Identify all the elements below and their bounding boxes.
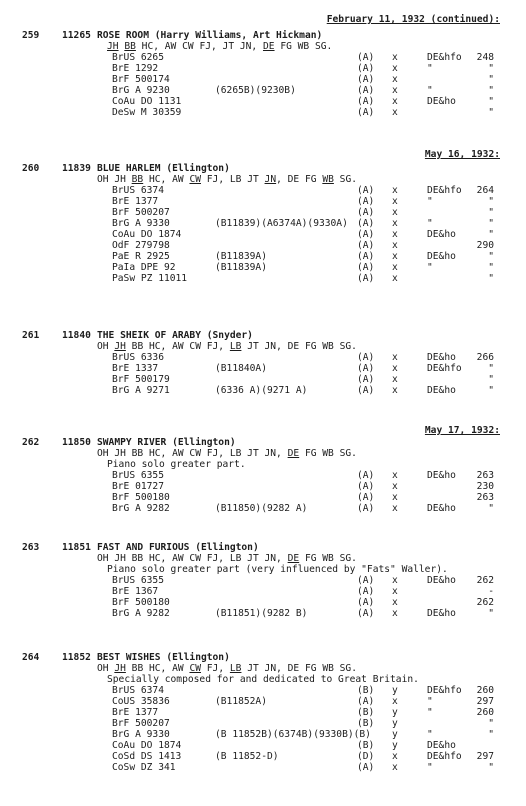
issue-take: (A) bbox=[357, 207, 375, 218]
issue-page: " bbox=[488, 85, 494, 96]
issue-matrix-note: (B 11852-D) bbox=[215, 751, 279, 762]
issue-row bbox=[0, 697, 526, 708]
issue-label: BrE 01727 bbox=[112, 481, 164, 492]
issue-label: BrF 500179 bbox=[112, 374, 170, 385]
issue-page: 248 bbox=[476, 52, 494, 63]
issue-label: BrUS 6336 bbox=[112, 352, 164, 363]
issue-source: DE&ho bbox=[427, 352, 456, 363]
issue-source: " bbox=[427, 729, 433, 740]
issue-label: BrE 1337 bbox=[112, 363, 159, 374]
personnel-segment: FG WB SG. bbox=[299, 448, 357, 459]
personnel-segment: JH bbox=[107, 41, 119, 52]
issue-page: 263 bbox=[476, 492, 494, 503]
issue-source: " bbox=[427, 707, 433, 718]
issue-label: BrG A 9330 bbox=[112, 729, 170, 740]
issue-take: (A) bbox=[357, 52, 375, 63]
personnel-segment: DE bbox=[287, 448, 300, 459]
issue-source: " bbox=[427, 218, 433, 229]
issue-row bbox=[0, 587, 526, 598]
composer-credit: (Snyder) bbox=[206, 330, 253, 341]
issue-mark: x bbox=[392, 229, 398, 240]
issue-matrix-note: (B11850)(9282 A) bbox=[215, 503, 308, 514]
issue-label: BrE 1377 bbox=[112, 707, 159, 718]
issue-page: " bbox=[488, 374, 494, 385]
issue-page: " bbox=[488, 385, 494, 396]
personnel-segment: FJ, bbox=[201, 663, 230, 674]
issue-source: " bbox=[427, 63, 433, 74]
issue-page: 290 bbox=[476, 240, 494, 251]
issue-mark: x bbox=[392, 608, 398, 619]
issue-take: (B) bbox=[357, 740, 375, 751]
issue-source: DE&ho bbox=[427, 470, 456, 481]
issue-label: CoSw DZ 341 bbox=[112, 762, 176, 773]
issue-take: (A) bbox=[357, 63, 375, 74]
tune-title: BEST WISHES bbox=[97, 652, 161, 663]
issue-page: " bbox=[488, 207, 494, 218]
personnel-segment: HC, AW CW FJ, JT JN, bbox=[135, 41, 263, 52]
personnel-segment: OH JH bbox=[97, 174, 132, 185]
issue-mark: x bbox=[392, 492, 398, 503]
issue-label: BrUS 6374 bbox=[112, 185, 164, 196]
issue-source: " bbox=[427, 85, 433, 96]
session-number: 259 bbox=[22, 30, 40, 41]
issue-row bbox=[0, 64, 526, 75]
issue-page: 266 bbox=[476, 352, 494, 363]
issue-take: (A) bbox=[357, 503, 375, 514]
issue-matrix-note: (B11839A) bbox=[215, 262, 267, 273]
issue-source: " bbox=[427, 696, 433, 707]
issue-row bbox=[0, 763, 526, 774]
issue-mark: x bbox=[392, 63, 398, 74]
issue-page: " bbox=[488, 608, 494, 619]
session-number: 261 bbox=[22, 330, 40, 341]
session-entry bbox=[0, 543, 526, 620]
issue-source: DE&ho bbox=[427, 608, 456, 619]
issue-mark: x bbox=[392, 262, 398, 273]
matrix-number: 11850 bbox=[62, 437, 91, 448]
matrix-number: 11851 bbox=[62, 542, 91, 553]
issue-label: DeSw M 30359 bbox=[112, 107, 182, 118]
issue-source: DE&ho bbox=[427, 229, 456, 240]
issue-row bbox=[0, 230, 526, 241]
issue-label: BrG A 9330 bbox=[112, 218, 170, 229]
issue-take: (A) bbox=[357, 492, 375, 503]
issue-mark: x bbox=[392, 352, 398, 363]
matrix-number: 11852 bbox=[62, 652, 91, 663]
issue-take: (A) bbox=[357, 352, 375, 363]
issue-mark: y bbox=[392, 729, 398, 740]
issue-take: (B) bbox=[357, 718, 375, 729]
issue-take: (A) bbox=[357, 363, 375, 374]
tune-title: BLUE HARLEM bbox=[97, 163, 161, 174]
personnel-segment: BB HC, AW bbox=[125, 663, 190, 674]
issue-take: (A) bbox=[357, 608, 375, 619]
issue-take: (A) bbox=[357, 575, 375, 586]
issue-page: " bbox=[488, 262, 494, 273]
issue-label: CoUS 35836 bbox=[112, 696, 170, 707]
issue-mark: x bbox=[392, 251, 398, 262]
personnel-segment: LB bbox=[229, 341, 242, 352]
issue-page: 297 bbox=[476, 696, 494, 707]
issue-row bbox=[0, 274, 526, 285]
issue-mark: x bbox=[392, 597, 398, 608]
personnel-segment: WB bbox=[322, 174, 334, 185]
personnel-segment: JT JN, DE FG WB SG. bbox=[241, 341, 357, 352]
issue-take: (B) bbox=[357, 685, 375, 696]
issue-row bbox=[0, 471, 526, 482]
personnel-segment: FG WB SG. bbox=[299, 553, 357, 564]
issue-take: (A) bbox=[357, 374, 375, 385]
issue-label: BrUS 6355 bbox=[112, 575, 164, 586]
session-date-header: May 17, 1932: bbox=[424, 425, 500, 436]
issue-row bbox=[0, 576, 526, 587]
personnel-line bbox=[0, 449, 526, 460]
issue-mark: y bbox=[392, 707, 398, 718]
issue-page: " bbox=[488, 718, 494, 729]
issue-page: - bbox=[488, 586, 494, 597]
personnel-segment: HC, AW bbox=[143, 174, 190, 185]
issue-take: (A) bbox=[357, 74, 375, 85]
session-date-header: May 16, 1932: bbox=[424, 149, 500, 160]
issue-matrix-note: (6336 A)(9271 A) bbox=[215, 385, 308, 396]
issue-matrix-note: (B11839)(A6374A)(9330A) bbox=[215, 218, 348, 229]
tune-title: FAST AND FURIOUS bbox=[97, 542, 190, 553]
issue-matrix-note: (B11851)(9282 B) bbox=[215, 608, 308, 619]
issue-matrix-note: (6265B)(9230B) bbox=[215, 85, 296, 96]
issue-page: " bbox=[488, 363, 494, 374]
issue-take: (A) bbox=[357, 470, 375, 481]
issue-source: DE&ho bbox=[427, 385, 456, 396]
issue-mark: x bbox=[392, 751, 398, 762]
issue-page: " bbox=[488, 729, 494, 740]
issue-mark: x bbox=[392, 52, 398, 63]
issue-source: DE&hfo bbox=[427, 363, 462, 374]
session-number: 260 bbox=[22, 163, 40, 174]
personnel-segment: JN bbox=[264, 174, 277, 185]
personnel-segment: SG. bbox=[333, 174, 357, 185]
issue-source: DE&hfo bbox=[427, 185, 462, 196]
issue-row bbox=[0, 186, 526, 197]
issue-row bbox=[0, 482, 526, 493]
issue-label: BrUS 6374 bbox=[112, 685, 164, 696]
session-note: Piano solo greater part (very influenced by "Fats" Waller). bbox=[107, 564, 448, 575]
issue-label: CoAu DO 1874 bbox=[112, 229, 182, 240]
personnel-segment: OH JH BB HC, AW CW FJ, LB JT JN, bbox=[97, 553, 288, 564]
issue-page: 263 bbox=[476, 470, 494, 481]
issue-matrix-note: (B11852A) bbox=[215, 696, 267, 707]
issue-mark: x bbox=[392, 218, 398, 229]
issue-label: BrF 500174 bbox=[112, 74, 170, 85]
issue-row bbox=[0, 386, 526, 397]
issue-source: DE&ho bbox=[427, 575, 456, 586]
session-note: Piano solo greater part. bbox=[107, 459, 246, 470]
composer-credit: (Ellington) bbox=[166, 652, 230, 663]
issue-source: DE&hfo bbox=[427, 751, 462, 762]
personnel-segment: OH bbox=[97, 341, 115, 352]
issue-page: " bbox=[488, 196, 494, 207]
personnel-segment: JH bbox=[114, 663, 126, 674]
session-entry bbox=[0, 31, 526, 119]
issue-page: " bbox=[488, 63, 494, 74]
issue-mark: x bbox=[392, 363, 398, 374]
issue-page: 264 bbox=[476, 185, 494, 196]
issue-take: (A) bbox=[357, 85, 375, 96]
issue-mark: x bbox=[392, 385, 398, 396]
issue-label: PaSw PZ 11011 bbox=[112, 273, 188, 284]
issue-mark: x bbox=[392, 696, 398, 707]
issue-mark: x bbox=[392, 575, 398, 586]
session-entry bbox=[0, 331, 526, 397]
issue-mark: y bbox=[392, 685, 398, 696]
issue-page: 260 bbox=[476, 685, 494, 696]
issue-matrix-note: (B11840A) bbox=[215, 363, 267, 374]
issue-page: " bbox=[488, 503, 494, 514]
session-note: Specially composed for and dedicated to Great Britain. bbox=[107, 674, 419, 685]
issue-label: PaIa DPE 92 bbox=[112, 262, 176, 273]
tune-title: ROSE ROOM bbox=[97, 30, 149, 41]
issue-mark: x bbox=[392, 240, 398, 251]
personnel-segment: BB HC, AW CW FJ, bbox=[125, 341, 230, 352]
issue-source: " bbox=[427, 262, 433, 273]
issue-mark: x bbox=[392, 207, 398, 218]
issue-take: (A) bbox=[357, 262, 375, 273]
issue-mark: x bbox=[392, 470, 398, 481]
issue-source: DE&ho bbox=[427, 740, 456, 751]
issue-source: DE&ho bbox=[427, 503, 456, 514]
issue-source: " bbox=[427, 196, 433, 207]
issue-take: (B) bbox=[357, 707, 375, 718]
issue-take: (A) bbox=[357, 229, 375, 240]
issue-page: " bbox=[488, 273, 494, 284]
issue-mark: x bbox=[392, 481, 398, 492]
issue-matrix-note: (B11839A) bbox=[215, 251, 267, 262]
personnel-segment: DE bbox=[262, 41, 275, 52]
issue-page: " bbox=[488, 96, 494, 107]
personnel-segment: JT JN, DE FG WB SG. bbox=[241, 663, 357, 674]
session-entry bbox=[0, 653, 526, 774]
session-number: 264 bbox=[22, 652, 40, 663]
personnel-segment: LB bbox=[229, 663, 242, 674]
issue-page: " bbox=[488, 218, 494, 229]
issue-source: DE&hfo bbox=[427, 52, 462, 63]
issue-row bbox=[0, 108, 526, 119]
issue-take: (D) bbox=[357, 751, 375, 762]
session-entry bbox=[0, 164, 526, 285]
issue-page: " bbox=[488, 74, 494, 85]
issue-take: (A) bbox=[357, 96, 375, 107]
issue-page: " bbox=[488, 107, 494, 118]
issue-page: 262 bbox=[476, 597, 494, 608]
matrix-number: 11265 bbox=[62, 30, 91, 41]
issue-take: (A) bbox=[357, 273, 375, 284]
issue-take: (A) bbox=[357, 107, 375, 118]
page-date-header: February 11, 1932 (continued): bbox=[326, 14, 500, 25]
issue-mark: x bbox=[392, 586, 398, 597]
issue-mark: x bbox=[392, 273, 398, 284]
issue-take: (A) bbox=[357, 696, 375, 707]
personnel-segment: FG WB SG. bbox=[274, 41, 333, 52]
issue-take: (A) bbox=[357, 597, 375, 608]
issue-row bbox=[0, 752, 526, 763]
personnel-segment: FJ, LB JT bbox=[201, 174, 265, 185]
matrix-number: 11840 bbox=[62, 330, 91, 341]
personnel-segment: BB bbox=[131, 174, 144, 185]
issue-page: 230 bbox=[476, 481, 494, 492]
issue-take: (A) bbox=[357, 185, 375, 196]
tune-title: SWAMPY RIVER bbox=[97, 437, 167, 448]
issue-mark: x bbox=[392, 74, 398, 85]
issue-row bbox=[0, 197, 526, 208]
issue-label: BrG A 9282 bbox=[112, 608, 170, 619]
issue-source: DE&ho bbox=[427, 251, 456, 262]
issue-take: (A) bbox=[357, 196, 375, 207]
composer-credit: (Ellington) bbox=[195, 542, 259, 553]
session-number: 262 bbox=[22, 437, 40, 448]
tune-title: THE SHEIK OF ARABY bbox=[97, 330, 201, 341]
issue-mark: x bbox=[392, 185, 398, 196]
issue-label: BrG A 9282 bbox=[112, 503, 170, 514]
issue-mark: x bbox=[392, 196, 398, 207]
issue-page: 297 bbox=[476, 751, 494, 762]
personnel-segment: , DE FG bbox=[276, 174, 323, 185]
personnel-segment: OH JH BB HC, AW CW FJ, LB JT JN, bbox=[97, 448, 288, 459]
personnel-segment: DE bbox=[287, 553, 300, 564]
issue-row bbox=[0, 53, 526, 64]
issue-source: DE&ho bbox=[427, 96, 456, 107]
issue-take: (A) bbox=[357, 218, 375, 229]
issue-mark: x bbox=[392, 107, 398, 118]
issue-mark: x bbox=[392, 374, 398, 385]
issue-mark: y bbox=[392, 740, 398, 751]
issue-mark: x bbox=[392, 96, 398, 107]
issue-label: BrG A 9230 bbox=[112, 85, 170, 96]
issue-take: (A) bbox=[357, 385, 375, 396]
composer-credit: (Ellington) bbox=[166, 163, 230, 174]
issue-label: CoSd DS 1413 bbox=[112, 751, 182, 762]
personnel-segment: BB bbox=[124, 41, 136, 52]
issue-page: " bbox=[488, 229, 494, 240]
personnel-segment: OH bbox=[97, 663, 115, 674]
issue-take: (A) bbox=[357, 481, 375, 492]
issue-label: CoAu DO 1874 bbox=[112, 740, 182, 751]
issue-label: BrE 1367 bbox=[112, 586, 159, 597]
issue-label: BrF 500180 bbox=[112, 597, 170, 608]
composer-credit: (Ellington) bbox=[172, 437, 236, 448]
personnel-segment: CW bbox=[189, 174, 201, 185]
issue-page: " bbox=[488, 762, 494, 773]
issue-matrix-note: (B 11852B)(6374B)(9330B)(B) bbox=[215, 729, 371, 740]
issue-label: PaE R 2925 bbox=[112, 251, 170, 262]
issue-label: BrE 1292 bbox=[112, 63, 159, 74]
issue-row bbox=[0, 364, 526, 375]
issue-mark: x bbox=[392, 503, 398, 514]
issue-take: (A) bbox=[357, 586, 375, 597]
issue-mark: y bbox=[392, 718, 398, 729]
issue-label: BrG A 9271 bbox=[112, 385, 170, 396]
matrix-number: 11839 bbox=[62, 163, 91, 174]
session-entry bbox=[0, 438, 526, 515]
issue-page: 262 bbox=[476, 575, 494, 586]
issue-row bbox=[0, 504, 526, 515]
issue-mark: x bbox=[392, 85, 398, 96]
issue-label: BrF 500207 bbox=[112, 718, 170, 729]
issue-source: " bbox=[427, 762, 433, 773]
personnel-segment: CW bbox=[189, 663, 201, 674]
issue-label: OdF 279798 bbox=[112, 240, 170, 251]
issue-take: (A) bbox=[357, 762, 375, 773]
personnel-segment: JH bbox=[114, 341, 126, 352]
issue-page: " bbox=[488, 251, 494, 262]
issue-label: BrF 500180 bbox=[112, 492, 170, 503]
issue-page: 260 bbox=[476, 707, 494, 718]
issue-take: (A) bbox=[357, 251, 375, 262]
issue-row bbox=[0, 708, 526, 719]
issue-label: BrF 500207 bbox=[112, 207, 170, 218]
issue-take: (A) bbox=[357, 240, 375, 251]
issue-source: DE&hfo bbox=[427, 685, 462, 696]
issue-row bbox=[0, 263, 526, 274]
issue-row bbox=[0, 97, 526, 108]
issue-label: BrUS 6265 bbox=[112, 52, 164, 63]
issue-label: BrUS 6355 bbox=[112, 470, 164, 481]
issue-mark: x bbox=[392, 762, 398, 773]
session-number: 263 bbox=[22, 542, 40, 553]
issue-label: BrE 1377 bbox=[112, 196, 159, 207]
issue-label: CoAu DO 1131 bbox=[112, 96, 182, 107]
composer-credit: (Harry Williams, Art Hickman) bbox=[154, 30, 323, 41]
issue-row bbox=[0, 609, 526, 620]
